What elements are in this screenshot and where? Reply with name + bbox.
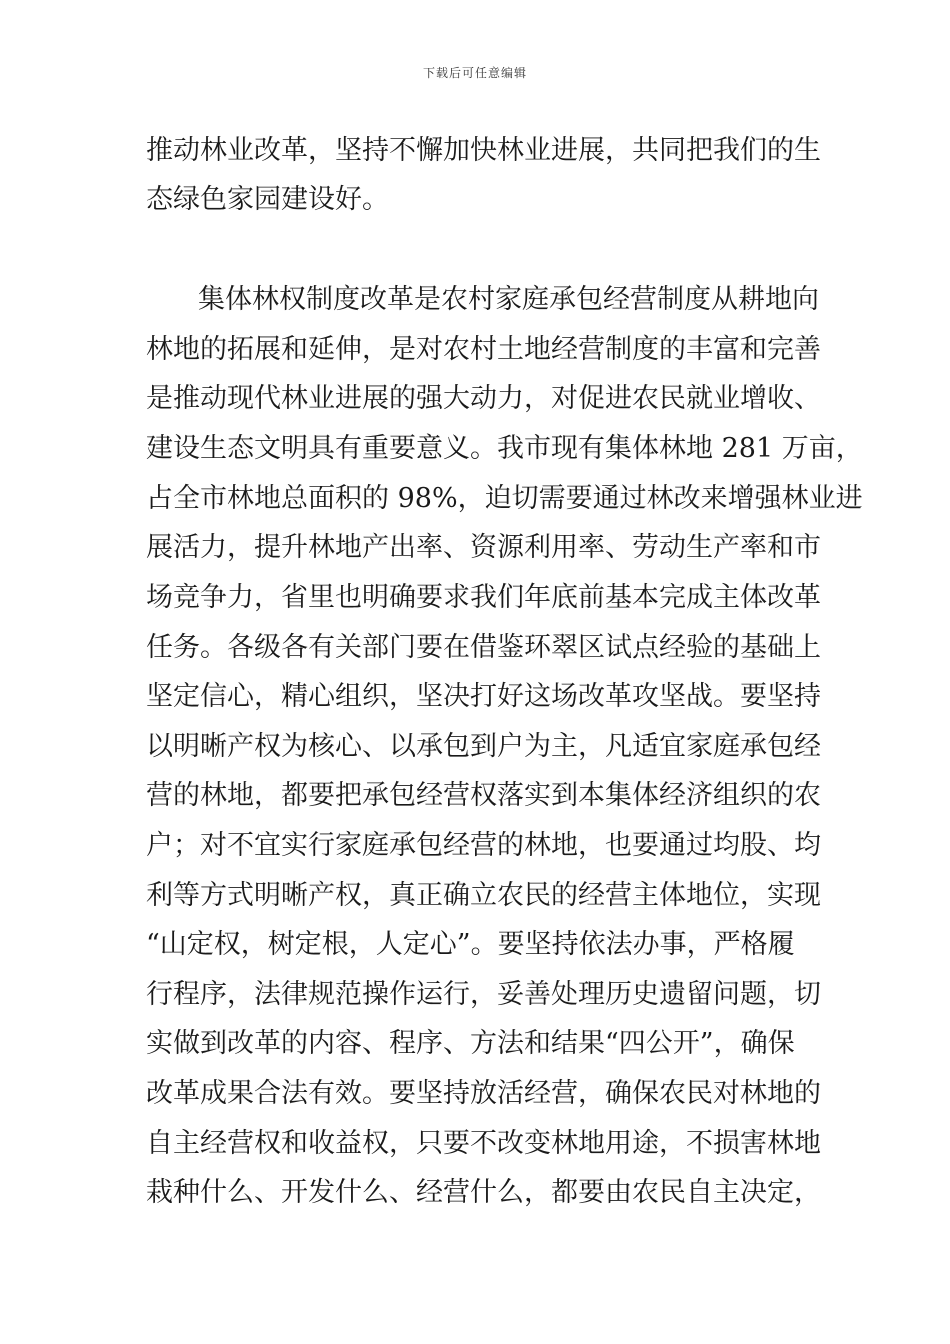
text-line: 占全市林地总面积的 98%，迫切需要通过林改来增强林业进 (146, 483, 863, 514)
text-line: 推动林业改革，坚持不懈加快林业进展，共同把我们的生 (146, 135, 821, 166)
text-line: 自主经营权和收益权，只要不改变林地用途，不损害林地 (146, 1128, 821, 1159)
text-line: 栽种什么、开发什么、经营什么，都要由农民自主决定， (146, 1177, 821, 1208)
text-line: 场竞争力，省里也明确要求我们年底前基本完成主体改革 (146, 582, 821, 613)
text-line: “山定权，树定根，人定心”。要坚持依法办事，严格履 (146, 929, 795, 960)
text-line: 是推动现代林业进展的强大动力，对促进农民就业增收、 (146, 383, 821, 414)
text-line: 建设生态文明具有重要意义。我市现有集体林地 281 万亩， (146, 433, 863, 464)
text-line: 任务。各级各有关部门要在借鉴环翠区试点经验的基础上 (146, 632, 821, 663)
text-line: 坚定信心，精心组织，坚决打好这场改革攻坚战。要坚持 (146, 681, 821, 712)
text-line: 改革成果合法有效。要坚持放活经营，确保农民对林地的 (146, 1078, 821, 1109)
text-line: 营的林地，都要把承包经营权落实到本集体经济组织的农 (146, 780, 821, 811)
text-line: 实做到改革的内容、程序、方法和结果“四公开”，确保 (146, 1028, 795, 1059)
text-line: 集体林权制度改革是农村家庭承包经营制度从耕地向 (198, 284, 819, 315)
text-line: 行程序，法律规范操作运行，妥善处理历史遗留问题，切 (146, 979, 821, 1010)
text-line: 林地的拓展和延伸，是对农村土地经营制度的丰富和完善 (146, 334, 821, 365)
page-header: 下载后可任意编辑 (422, 66, 527, 80)
text-line: 户；对不宜实行家庭承包经营的林地，也要通过均股、均 (146, 830, 821, 861)
text-line: 利等方式明晰产权，真正确立农民的经营主体地位，实现 (146, 880, 821, 911)
text-line: 展活力，提升林地产出率、资源利用率、劳动生产率和市 (146, 532, 821, 563)
text-line: 以明晰产权为核心、以承包到户为主，凡适宜家庭承包经 (146, 731, 821, 762)
text-line: 态绿色家园建设好。 (146, 184, 389, 215)
